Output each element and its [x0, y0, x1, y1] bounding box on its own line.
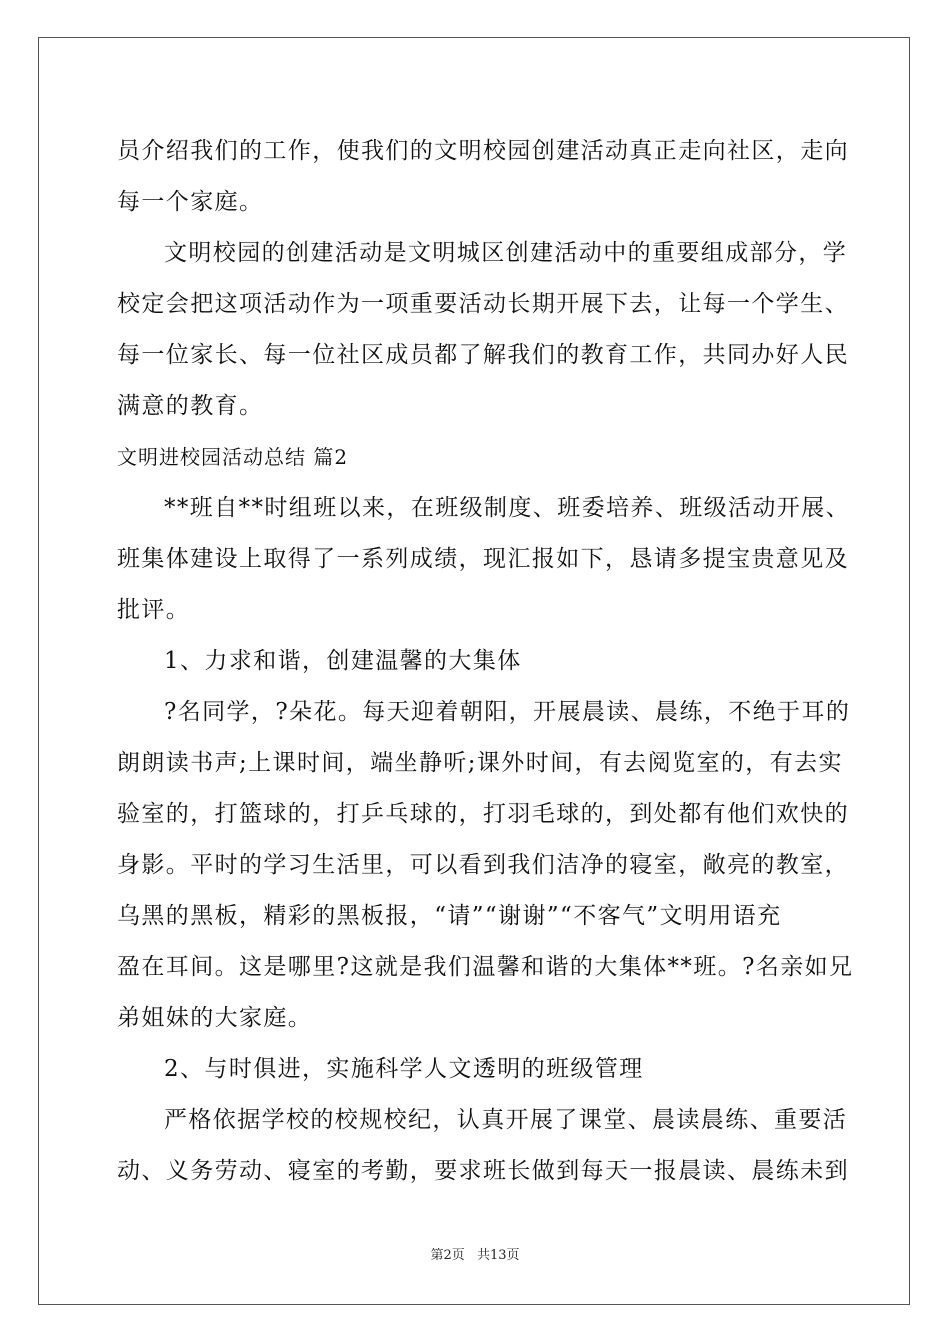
- text-line: 盈在耳间。这是哪里?这就是我们温馨和谐的大集体**班。?名亲如兄: [117, 954, 854, 980]
- text-line: 乌黑的黑板，精彩的黑板报，“请”“谢谢”“不客气”文明用语充: [117, 903, 782, 929]
- text-line: 弟姐妹的大家庭。: [117, 1005, 313, 1031]
- text-line: 满意的教育。: [117, 393, 264, 419]
- text-line: 班集体建设上取得了一系列成绩，现汇报如下，恳请多提宝贵意见及: [117, 546, 849, 572]
- text-line: **班自**时组班以来，在班级制度、班委培养、班级活动开展、: [164, 495, 850, 521]
- page-footer: [0, 1244, 950, 1263]
- text-line: 朗朗读书声;上课时间，端坐静听;课外时间，有去阅览室的，有去实: [117, 750, 843, 776]
- section-heading: 文明进校园活动总结 篇2: [117, 445, 349, 469]
- text-line: 身影。平时的学习生活里，可以看到我们洁净的寝室，敞亮的教室，: [117, 852, 849, 878]
- text-line: 员介绍我们的工作，使我们的文明校园创建活动真正走向社区，走向: [117, 138, 849, 164]
- subheading-line: 2、与时俱进，实施科学人文透明的班级管理: [164, 1056, 644, 1082]
- text-line: 校定会把这项活动作为一项重要活动长期开展下去，让每一个学生、: [117, 291, 849, 317]
- text-line: 严格依据学校的校规校纪，认真开展了课堂、晨读晨练、重要活: [164, 1107, 848, 1133]
- page-number: 第2页: [430, 1248, 465, 1263]
- subheading-line: 1、力求和谐，创建温馨的大集体: [164, 648, 522, 674]
- text-line: 批评。: [117, 597, 191, 623]
- text-line: 每一个家庭。: [117, 189, 264, 215]
- text-line: 动、义务劳动、寝室的考勤，要求班长做到每天一报晨读、晨练未到: [117, 1158, 849, 1184]
- document-body: [117, 126, 854, 1197]
- text-line: 每一位家长、每一位社区成员都了解我们的教育工作，共同办好人民: [117, 342, 849, 368]
- text-line: 文明校园的创建活动是文明城区创建活动中的重要组成部分，学: [164, 240, 848, 266]
- text-line: ?名同学，?朵花。每天迎着朝阳，开展晨读、晨练，不绝于耳的: [164, 699, 851, 725]
- text-line: 验室的，打篮球的，打乒乓球的，打羽毛球的，到处都有他们欢快的: [117, 801, 849, 827]
- page-total: 共13页: [476, 1248, 520, 1263]
